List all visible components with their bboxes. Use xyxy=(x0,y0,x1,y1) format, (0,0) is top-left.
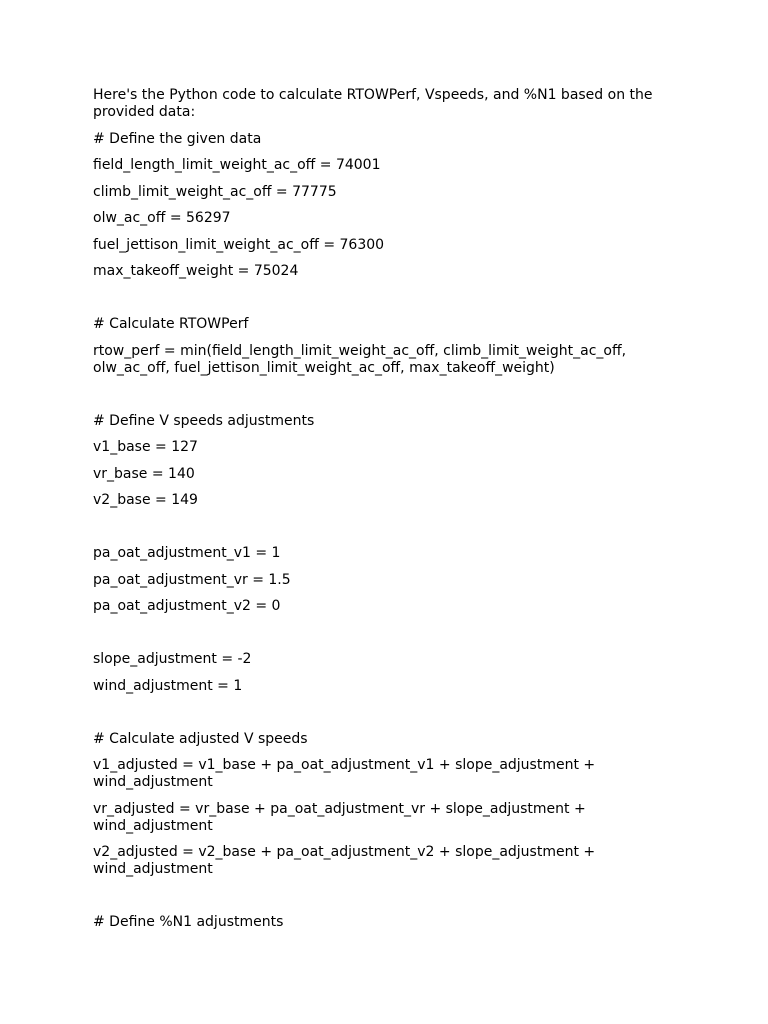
code-comment: # Define the given data xyxy=(93,130,262,147)
code-line: v1_base = 127 xyxy=(93,439,198,455)
code-line: wind_adjustment = 1 xyxy=(93,677,243,694)
blank-line xyxy=(93,888,683,905)
document-body xyxy=(93,87,683,941)
code-comment: # Define %N1 adjustments xyxy=(93,914,284,930)
code-line: olw_ac_off = 56297 xyxy=(93,210,231,226)
code-line: slope_adjustment = -2 xyxy=(93,651,252,667)
blank-line xyxy=(93,386,683,403)
code-line: climb_limit_weight_ac_off = 77775 xyxy=(93,183,337,200)
intro-text: Here's the Python code to calculate RTOWPerf, Vspeeds, and %N1 based on the provided data: xyxy=(93,87,653,120)
code-line: field_length_limit_weight_ac_off = 74001 xyxy=(93,157,381,173)
code-comment: # Calculate RTOWPerf xyxy=(93,316,249,332)
code-line: vr_adjusted = vr_base + pa_oat_adjustment_vr + slope_adjustment + wind_adjustment xyxy=(93,800,586,834)
code-line: pa_oat_adjustment_vr = 1.5 xyxy=(93,571,291,588)
blank-line xyxy=(93,519,683,536)
code-line: vr_base = 140 xyxy=(93,465,195,482)
code-line: v2_adjusted = v2_base + pa_oat_adjustment_v2 + slope_adjustment + wind_adjustment xyxy=(93,844,596,877)
code-comment: # Define V speeds adjustments xyxy=(93,412,315,429)
code-line: max_takeoff_weight = 75024 xyxy=(93,263,299,279)
code-line: pa_oat_adjustment_v1 = 1 xyxy=(93,545,281,561)
code-line: fuel_jettison_limit_weight_ac_off = 76300 xyxy=(93,236,385,253)
code-line: v2_base = 149 xyxy=(93,492,198,508)
blank-line xyxy=(93,625,683,642)
blank-line xyxy=(93,290,683,307)
code-line: pa_oat_adjustment_v2 = 0 xyxy=(93,598,281,614)
blank-line xyxy=(93,704,683,721)
code-line: rtow_perf = min(field_length_limit_weight_ac_off, climb_limit_weight_ac_off, olw_ac_off, fuel_jettison_limit_weight_ac_off, max_takeoff_weight) xyxy=(93,342,627,376)
code-comment: # Calculate adjusted V speeds xyxy=(93,730,308,747)
code-line: v1_adjusted = v1_base + pa_oat_adjustment_v1 + slope_adjustment + wind_adjustment xyxy=(93,757,596,790)
